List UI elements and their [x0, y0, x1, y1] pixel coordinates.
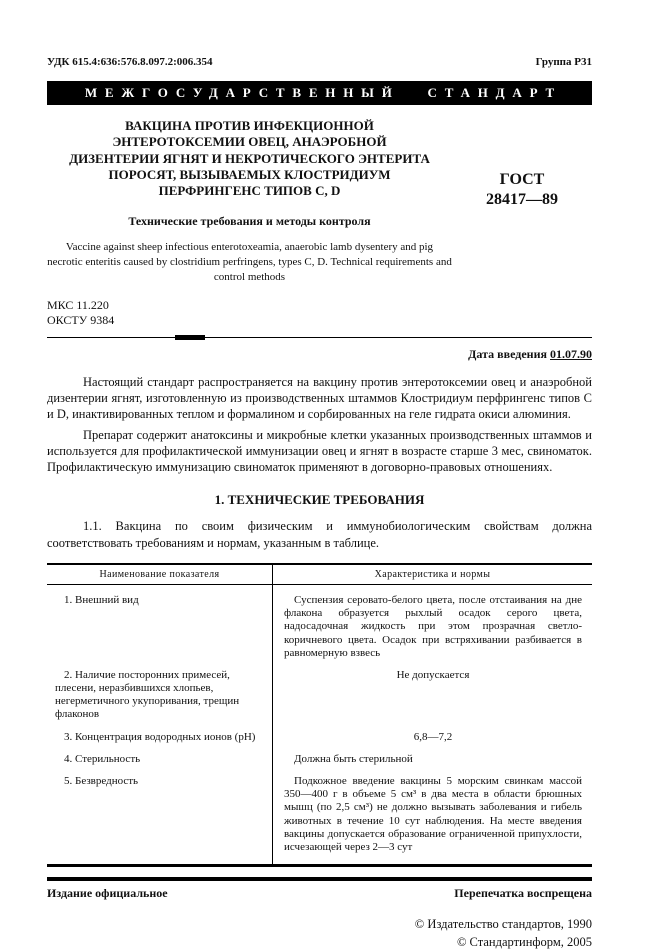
intro-paragraph: Препарат содержит анатоксины и микробные клетки указанных производственных штаммов и используется для профилактической иммунизации овец и ягнят в возрасте старше 3 мес, свиноматок. Профилактическую иммунизацию свиноматок применяют в договорно-правовых отношениях.	[47, 427, 592, 475]
official-edition-label: Издание официальное	[47, 886, 168, 901]
gost-designation	[452, 118, 592, 285]
section-heading: 1. ТЕХНИЧЕСКИЕ ТРЕБОВАНИЯ	[214, 492, 425, 508]
indicator-value: 6,8—7,2	[413, 730, 453, 743]
footer-labels	[47, 886, 592, 901]
table-header-row	[47, 565, 592, 585]
classification-codes	[47, 298, 592, 329]
indicator-name: 3. Концентрация водородных ионов (рН)	[47, 722, 273, 744]
table-row	[47, 660, 592, 722]
indicator-name: 1. Внешний вид	[47, 585, 273, 660]
group-code: Группа Р31	[535, 56, 592, 68]
table-row	[47, 744, 592, 766]
copyright-line: © Издательство стандартов, 1990	[414, 917, 592, 932]
indicator-value: Не допускается	[396, 668, 470, 681]
title-block	[47, 118, 592, 285]
divider-line	[47, 337, 592, 339]
table-header-value: Характеристика и нормы	[374, 568, 491, 580]
intro-paragraph: Настоящий стандарт распространяется на вакцину против энтеротоксемии овец и анаэробной дизентерии ягнят, изготовленную из производственных штаммов Клостридиум перфрингенс типов С и D, инактивированных теплом и формалином и сорбированных на геле гидрата окиси алюминия.	[47, 374, 592, 422]
title-line: ДИЗЕНТЕРИИ ЯГНЯТ И НЕКРОТИЧЕСКОГО ЭНТЕРИТА	[69, 150, 430, 166]
gost-label: ГОСТ	[499, 171, 545, 188]
title-line: ПОРОСЯТ, ВЫЗЫВАЕМЫХ КЛОСТРИДИУМ	[108, 166, 391, 182]
title-line: ЭНТЕРОТОКСЕМИИ ОВЕЦ, АНАЭРОБНОЙ	[112, 134, 387, 150]
footer-rule	[47, 877, 592, 881]
effective-date-label: Дата введения	[468, 346, 547, 361]
scan-artifact	[175, 335, 205, 340]
indicator-name: 5. Безвредность	[47, 766, 273, 864]
standard-type-banner: МЕЖГОСУДАРСТВЕННЫЙ СТАНДАРТ	[47, 81, 592, 105]
english-title: Vaccine against sheep infectious enterotoxeamia, anaerobic lamb dysentery and pig necrotic enteritis caused by clostridium perfringens, types C, D. Technical requirements and control methods	[47, 241, 452, 283]
title-line: ВАКЦИНА ПРОТИВ ИНФЕКЦИОННОЙ	[125, 118, 374, 133]
indicator-value: Подкожное введение вакцины 5 морским свинкам массой 350—400 г в объеме 5 см³ в два места в области брюшных мышц (по 2,5 см³) не должно вызывать заболевания и гибель животных в течение 10 сут наблюдения. На месте введения вакцины допускается образование ограниченной припухлости, исчезающей через 2—3 сут	[284, 775, 582, 853]
introduction-text	[47, 374, 592, 476]
okstu-code: ОКСТУ 9384	[47, 313, 115, 328]
udk-code: УДК 615.4:636:576.8.097.2:006.354	[47, 56, 213, 68]
effective-date	[47, 347, 592, 362]
reprint-notice: Перепечатка воспрещена	[454, 886, 592, 901]
indicator-value: Суспензия серовато-белого цвета, после отстаивания на дне флакона образуется рыхлый осадок серого цвета, надосадочная жидкость при этом прозрачная светло-коричневого цвета. Осадок при встряхивании разбивается в равномерную взвесь	[284, 593, 582, 659]
table-row	[47, 722, 592, 744]
requirements-table	[47, 563, 592, 867]
top-codes-row	[47, 56, 592, 68]
table-header-name: Наименование показателя	[47, 565, 273, 584]
copyright-line: © Стандартинформ, 2005	[456, 935, 592, 950]
indicator-name: 4. Стерильность	[47, 744, 273, 766]
effective-date-value: 01.07.90	[550, 346, 592, 361]
mks-code: МКС 11.220	[47, 297, 109, 312]
copyright-block	[47, 915, 592, 951]
title-line: ПЕРФРИНГЕНС ТИПОВ C, D	[158, 183, 341, 198]
table-row	[47, 766, 592, 864]
clause-1-1: 1.1. Вакцина по своим физическим и иммунобиологическим свойствам должна соответствовать требованиям и нормам, указанным в таблице.	[47, 519, 592, 550]
table-row	[47, 585, 592, 660]
document-subtitle: Технические требования и методы контроля	[128, 214, 371, 229]
indicator-name: 2. Наличие посторонних примесей, плесени, неразбившихся хлопьев, негерметичного укупоривания, трещин флаконов	[47, 660, 273, 722]
document-title	[47, 118, 452, 199]
title-left-column	[47, 118, 452, 285]
indicator-value: Должна быть стерильной	[294, 752, 413, 765]
gost-number: 28417—89	[486, 191, 558, 208]
